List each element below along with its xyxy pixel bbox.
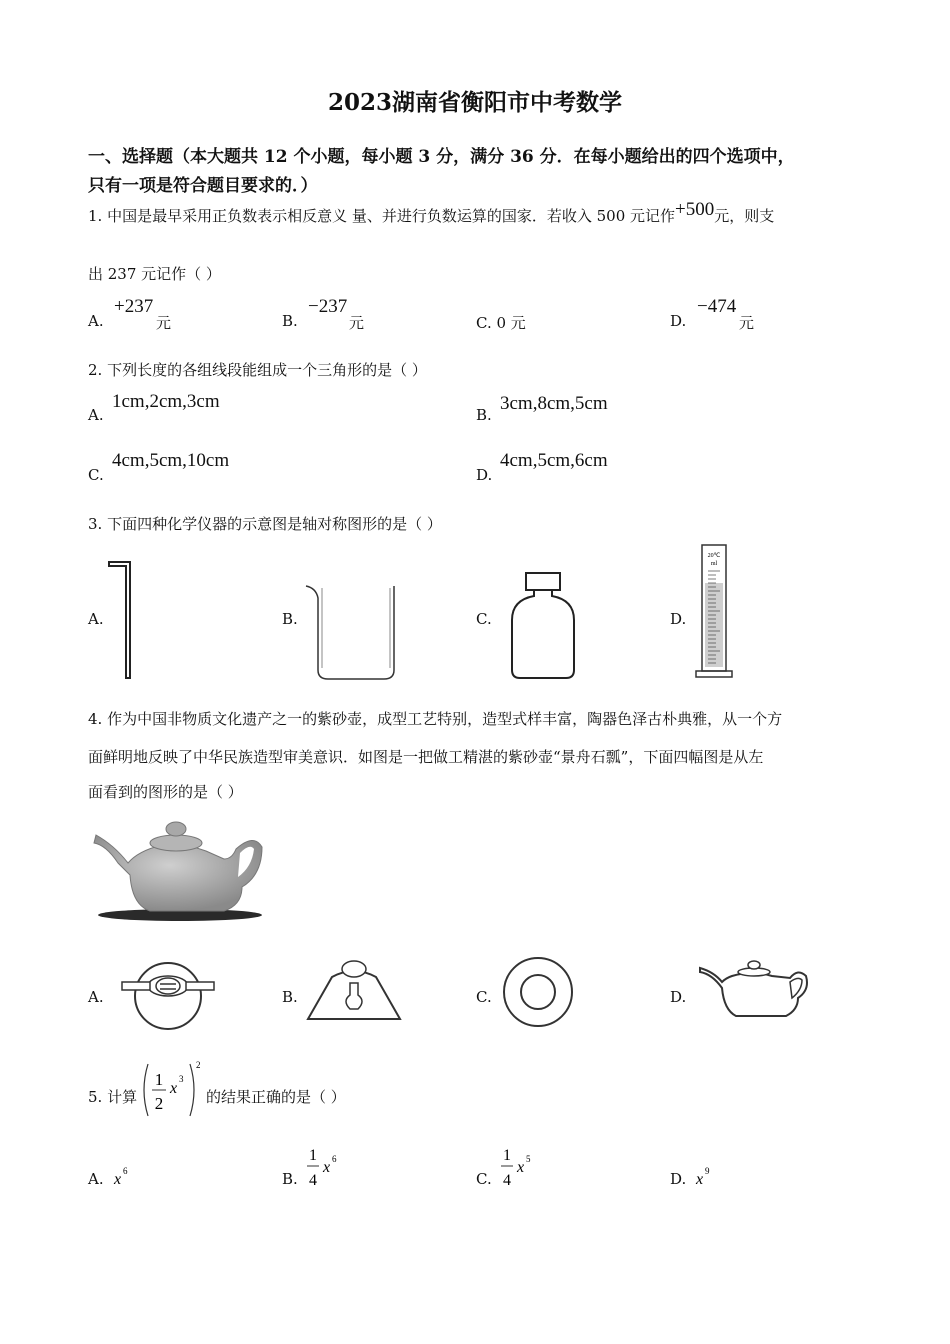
q4-option-c-figure — [500, 957, 576, 1027]
q4-option-a[interactable]: A. — [88, 988, 104, 1006]
svg-text:1: 1 — [503, 1147, 511, 1164]
q2-option-d-math: 4cm,5cm,6cm — [500, 450, 608, 471]
q2-option-d[interactable]: D. — [476, 466, 493, 484]
q1-stem-line2: 出 237 元记作（ ） — [88, 265, 221, 283]
svg-text:x: x — [696, 1171, 704, 1188]
q4-stem-line2: 面鲜明地反映了中华民族造型审美意识．如图是一把做工精湛的紫砂壶“景舟石瓢”，下面四幅图是从左 — [88, 748, 764, 766]
q5-option-c[interactable]: C. — [476, 1170, 492, 1188]
q3-bottle-figure — [508, 570, 578, 682]
q4-option-a-figure — [118, 960, 218, 1032]
q1-option-d-math: −474 — [697, 296, 737, 317]
cylinder-label-temp: 20℃ — [707, 553, 721, 559]
q5-option-c-math — [498, 1140, 542, 1196]
q5-expression — [142, 1060, 202, 1120]
q5-frac-num: 1 — [154, 1070, 164, 1089]
q1-text-a: 1. 中国是最早采用正负数表示相反意义 量、并进行负数运算的国家．若收入 500 元记作 — [88, 207, 676, 225]
q1-option-d-unit: 元 — [739, 314, 755, 332]
q2-option-c[interactable]: C. — [88, 466, 104, 484]
q1-option-b-math: −237 — [308, 296, 348, 317]
q5-prefix: 5. 计算 — [88, 1088, 138, 1106]
q5-option-d[interactable]: D. — [670, 1170, 687, 1188]
q3-option-d[interactable]: D. — [670, 610, 687, 628]
svg-text:1: 1 — [309, 1147, 317, 1164]
page-title: 2023湖南省衡阳市中考数学 — [327, 89, 622, 116]
q5-inner-exp: 3 — [179, 1074, 184, 1084]
q1-option-b[interactable]: B. — [282, 312, 298, 330]
q5-option-a-math — [112, 1162, 142, 1192]
q1-option-a[interactable]: A. — [88, 312, 104, 330]
q2-option-a[interactable]: A. — [88, 406, 104, 424]
q1-math: +500 — [675, 199, 715, 220]
q1-option-a-math: +237 — [114, 296, 154, 317]
q5-option-b-math — [304, 1140, 348, 1196]
q5-option-b[interactable]: B. — [282, 1170, 298, 1188]
q2-stem: 2. 下列长度的各组线段能组成一个三角形的是（ ） — [88, 361, 427, 379]
q3-stem: 3. 下面四种化学仪器的示意图是轴对称图形的是（ ） — [88, 515, 442, 533]
q2-option-b-math: 3cm,8cm,5cm — [500, 393, 608, 414]
q1-text-b: 元，则支 — [714, 207, 775, 225]
q4-option-c[interactable]: C. — [476, 988, 492, 1006]
svg-text:9: 9 — [705, 1166, 710, 1176]
q2-option-b[interactable]: B. — [476, 406, 492, 424]
q5-var: x — [170, 1080, 178, 1097]
q4-option-b[interactable]: B. — [282, 988, 298, 1006]
q3-option-b[interactable]: B. — [282, 610, 298, 628]
q3-option-c[interactable]: C. — [476, 610, 492, 628]
teapot-photo — [92, 815, 267, 923]
q4-option-d-figure — [698, 958, 810, 1020]
q1-option-a-unit: 元 — [156, 314, 172, 332]
q2-option-c-math: 4cm,5cm,10cm — [112, 450, 230, 471]
q1-option-b-unit: 元 — [349, 314, 365, 332]
cylinder-label-unit: ml — [710, 561, 718, 567]
svg-text:x: x — [114, 1171, 122, 1188]
q3-graduated-cylinder-figure — [696, 543, 736, 681]
q4-option-d[interactable]: D. — [670, 988, 687, 1006]
svg-text:4: 4 — [309, 1172, 317, 1189]
section-heading-line1: 一、选择题（本大题共 12 个小题，每小题 3 分，满分 36 分．在每小题给出的四个选项中， — [88, 147, 795, 167]
q3-tube-figure — [108, 560, 132, 680]
q1-stem — [88, 199, 775, 227]
svg-text:x: x — [517, 1159, 525, 1176]
section-heading-line2: 只有一项是符合题目要求的．） — [88, 176, 318, 196]
q2-option-a-math: 1cm,2cm,3cm — [112, 391, 220, 412]
q5-outer-exp: 2 — [196, 1060, 201, 1070]
q5-frac-den: 2 — [154, 1094, 164, 1113]
q4-stem-line3: 面看到的图形的是（ ） — [88, 783, 243, 801]
svg-text:x: x — [323, 1159, 331, 1176]
q3-option-a[interactable]: A. — [88, 610, 104, 628]
q5-option-d-math — [694, 1162, 724, 1192]
svg-text:5: 5 — [526, 1154, 531, 1164]
q5-option-a[interactable]: A. — [88, 1170, 104, 1188]
q5-suffix: 的结果正确的是（ ） — [206, 1088, 346, 1106]
svg-text:4: 4 — [503, 1172, 511, 1189]
q4-stem-line1: 4. 作为中国非物质文化遗产之一的紫砂壶，成型工艺特别，造型式样丰富，陶器色泽古朴典雅，从一个方 — [88, 710, 783, 728]
svg-text:6: 6 — [123, 1166, 128, 1176]
q4-option-b-figure — [304, 955, 404, 1025]
q1-option-c[interactable]: C. 0 元 — [476, 314, 526, 332]
svg-text:6: 6 — [332, 1154, 337, 1164]
q3-beaker-figure — [304, 584, 398, 682]
q1-option-d[interactable]: D. — [670, 312, 687, 330]
